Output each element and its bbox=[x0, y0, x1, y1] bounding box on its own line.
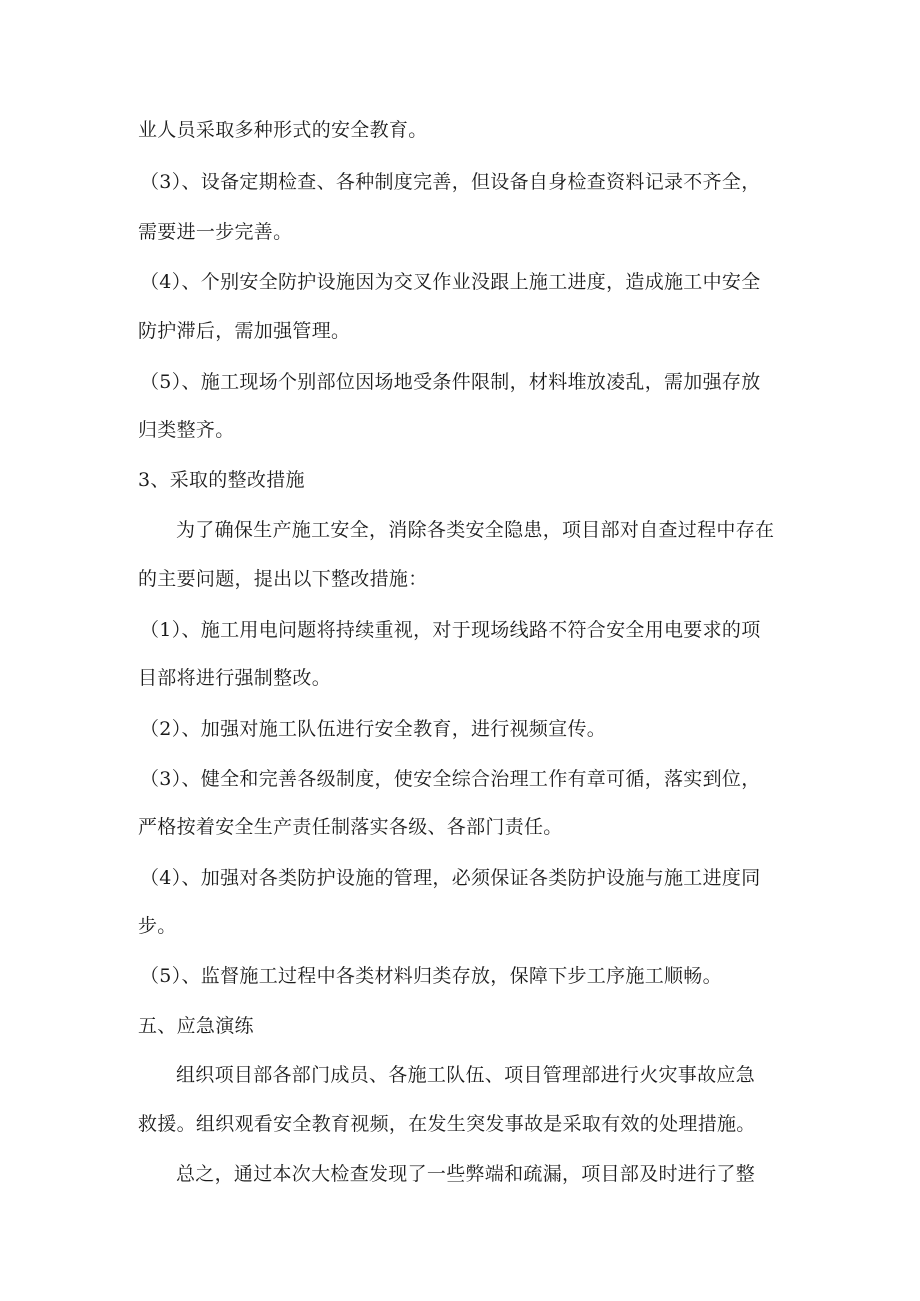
text-line: 的主要问题，提出以下整改措施： bbox=[138, 568, 428, 590]
section-heading: 五、应急演练 bbox=[138, 1015, 254, 1037]
text-line: （3）、设备定期检查、各种制度完善，但设备自身检查资料记录不齐全， bbox=[140, 171, 761, 193]
text-line: 组织项目部各部门成员、各施工队伍、项目管理部进行火灾事故应急 bbox=[176, 1064, 756, 1086]
text-line: （4）、个别安全防护设施因为交叉作业没跟上施工进度，造成施工中安全 bbox=[140, 271, 761, 293]
text-line: （2）、加强对施工队伍进行安全教育，进行视频宣传。 bbox=[140, 718, 607, 740]
text-line: （5）、施工现场个别部位因场地受条件限制，材料堆放凌乱，需加强存放 bbox=[140, 371, 761, 393]
text-line: 防护滞后，需加强管理。 bbox=[138, 320, 351, 342]
text-line: 总之，通过本次大检查发现了一些弊端和疏漏，项目部及时进行了整 bbox=[176, 1163, 756, 1185]
text-line: 步。 bbox=[138, 915, 177, 937]
text-line: 目部将进行强制整改。 bbox=[138, 667, 332, 689]
text-line: 业人员采取多种形式的安全教育。 bbox=[138, 119, 428, 141]
text-line: 严格按着安全生产责任制落实各级、各部门责任。 bbox=[138, 816, 563, 838]
text-line: （1）、施工用电问题将持续重视，对于现场线路不符合安全用电要求的项 bbox=[140, 619, 761, 641]
text-line: 救援。组织观看安全教育视频，在发生突发事故是采取有效的处理措施。 bbox=[138, 1113, 756, 1135]
text-line: （4）、加强对各类防护设施的管理，必须保证各类防护设施与施工进度同 bbox=[140, 867, 761, 889]
text-line: 需要进一步完善。 bbox=[138, 221, 293, 243]
text-line: （3）、健全和完善各级制度，使安全综合治理工作有章可循，落实到位， bbox=[140, 768, 761, 790]
text-line: 为了确保生产施工安全，消除各类安全隐患，项目部对自查过程中存在 bbox=[176, 519, 775, 541]
text-line: 归类整齐。 bbox=[138, 419, 235, 441]
text-line: （5）、监督施工过程中各类材料归类存放，保障下步工序施工顺畅。 bbox=[140, 965, 722, 987]
section-heading: 3、采取的整改措施 bbox=[138, 469, 305, 491]
